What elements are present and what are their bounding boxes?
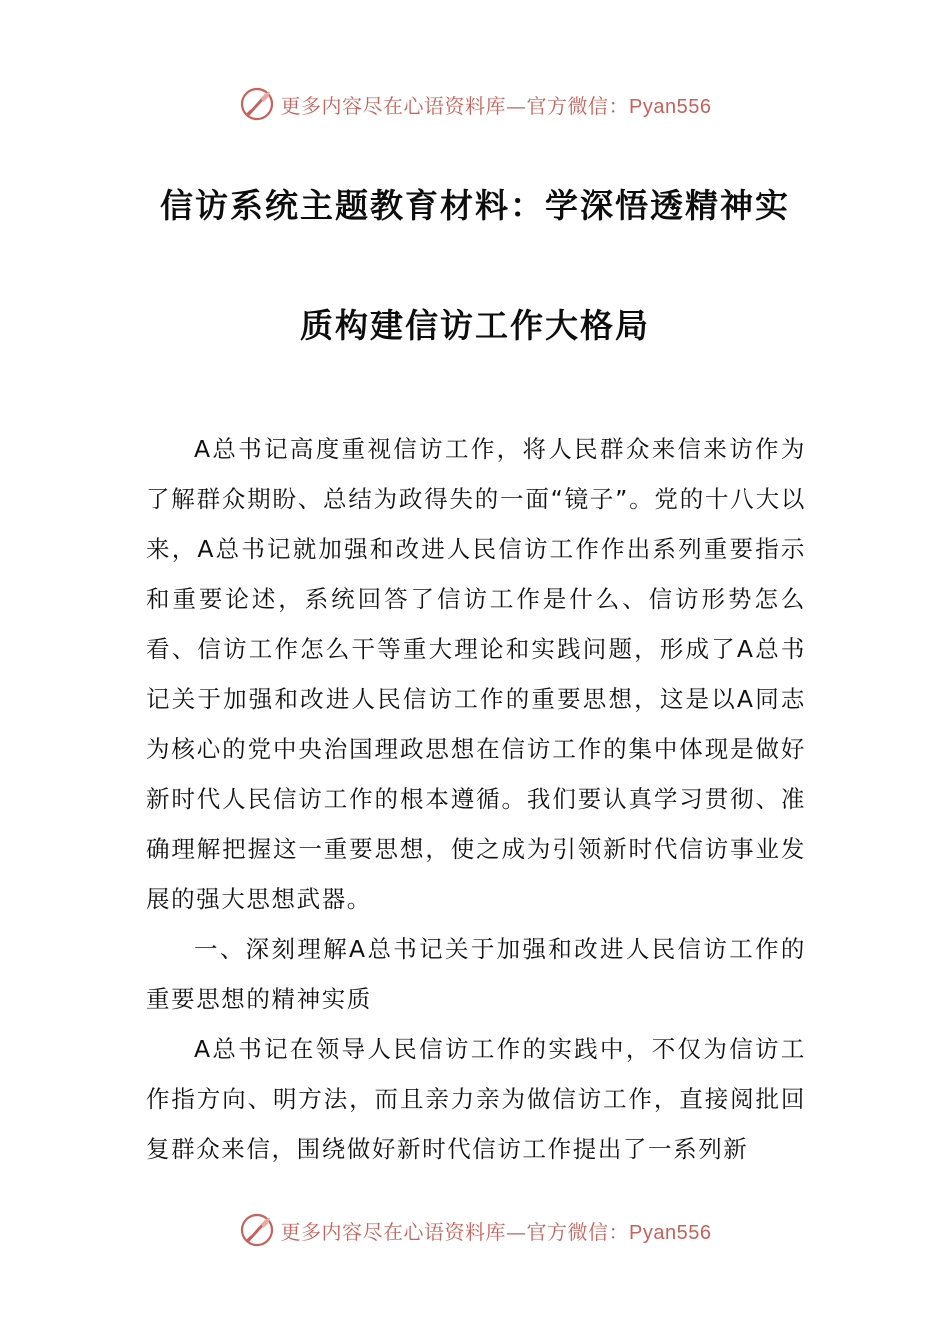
header-watermark [0,84,950,124]
quill-logo-icon [239,86,275,122]
watermark-text: 更多内容尽在心语资料库—官方微信：Pyan556 [280,1219,712,1244]
document-title-line-1: 信访系统主题教育材料：学深悟透精神实 [160,186,790,225]
footer-watermark [0,1210,950,1250]
document-title-line-2: 质构建信访工作大格局 [300,306,650,345]
quill-logo-icon [239,1212,275,1248]
paragraph-intro: A总书记高度重视信访工作，将人民群众来信来访作为了解群众期盼、总结为政得失的一面“镜子”。党的十八大以来，A总书记就加强和改进人民信访工作作出系列重要指示和重要论述，系统回答了信访工作是什么、信访形势怎么看、信访工作怎么干等重大理论和实践问题，形成了A总书记关于加强和改进人民信访工作的重要思想，这是以A同志为核心的党中央治国理政思想在信访工作的集中体现是做好新时代人民信访工作的根本遵循。我们要认真学习贯彻、准确理解把握这一重要思想，使之成为引领新时代信访事业发展的强大思想武器。 [146,435,806,913]
document-body [146,424,806,1174]
watermark-text: 更多内容尽在心语资料库—官方微信：Pyan556 [280,93,712,118]
section-heading-1: 一、深刻理解A总书记关于加强和改进人民信访工作的重要思想的精神实质 [146,935,806,1013]
paragraph-section-1: A总书记在领导人民信访工作的实践中，不仅为信访工作指方向、明方法，而且亲力亲为做信访工作，直接阅批回复群众来信，围绕做好新时代信访工作提出了一系列新 [146,1035,806,1163]
